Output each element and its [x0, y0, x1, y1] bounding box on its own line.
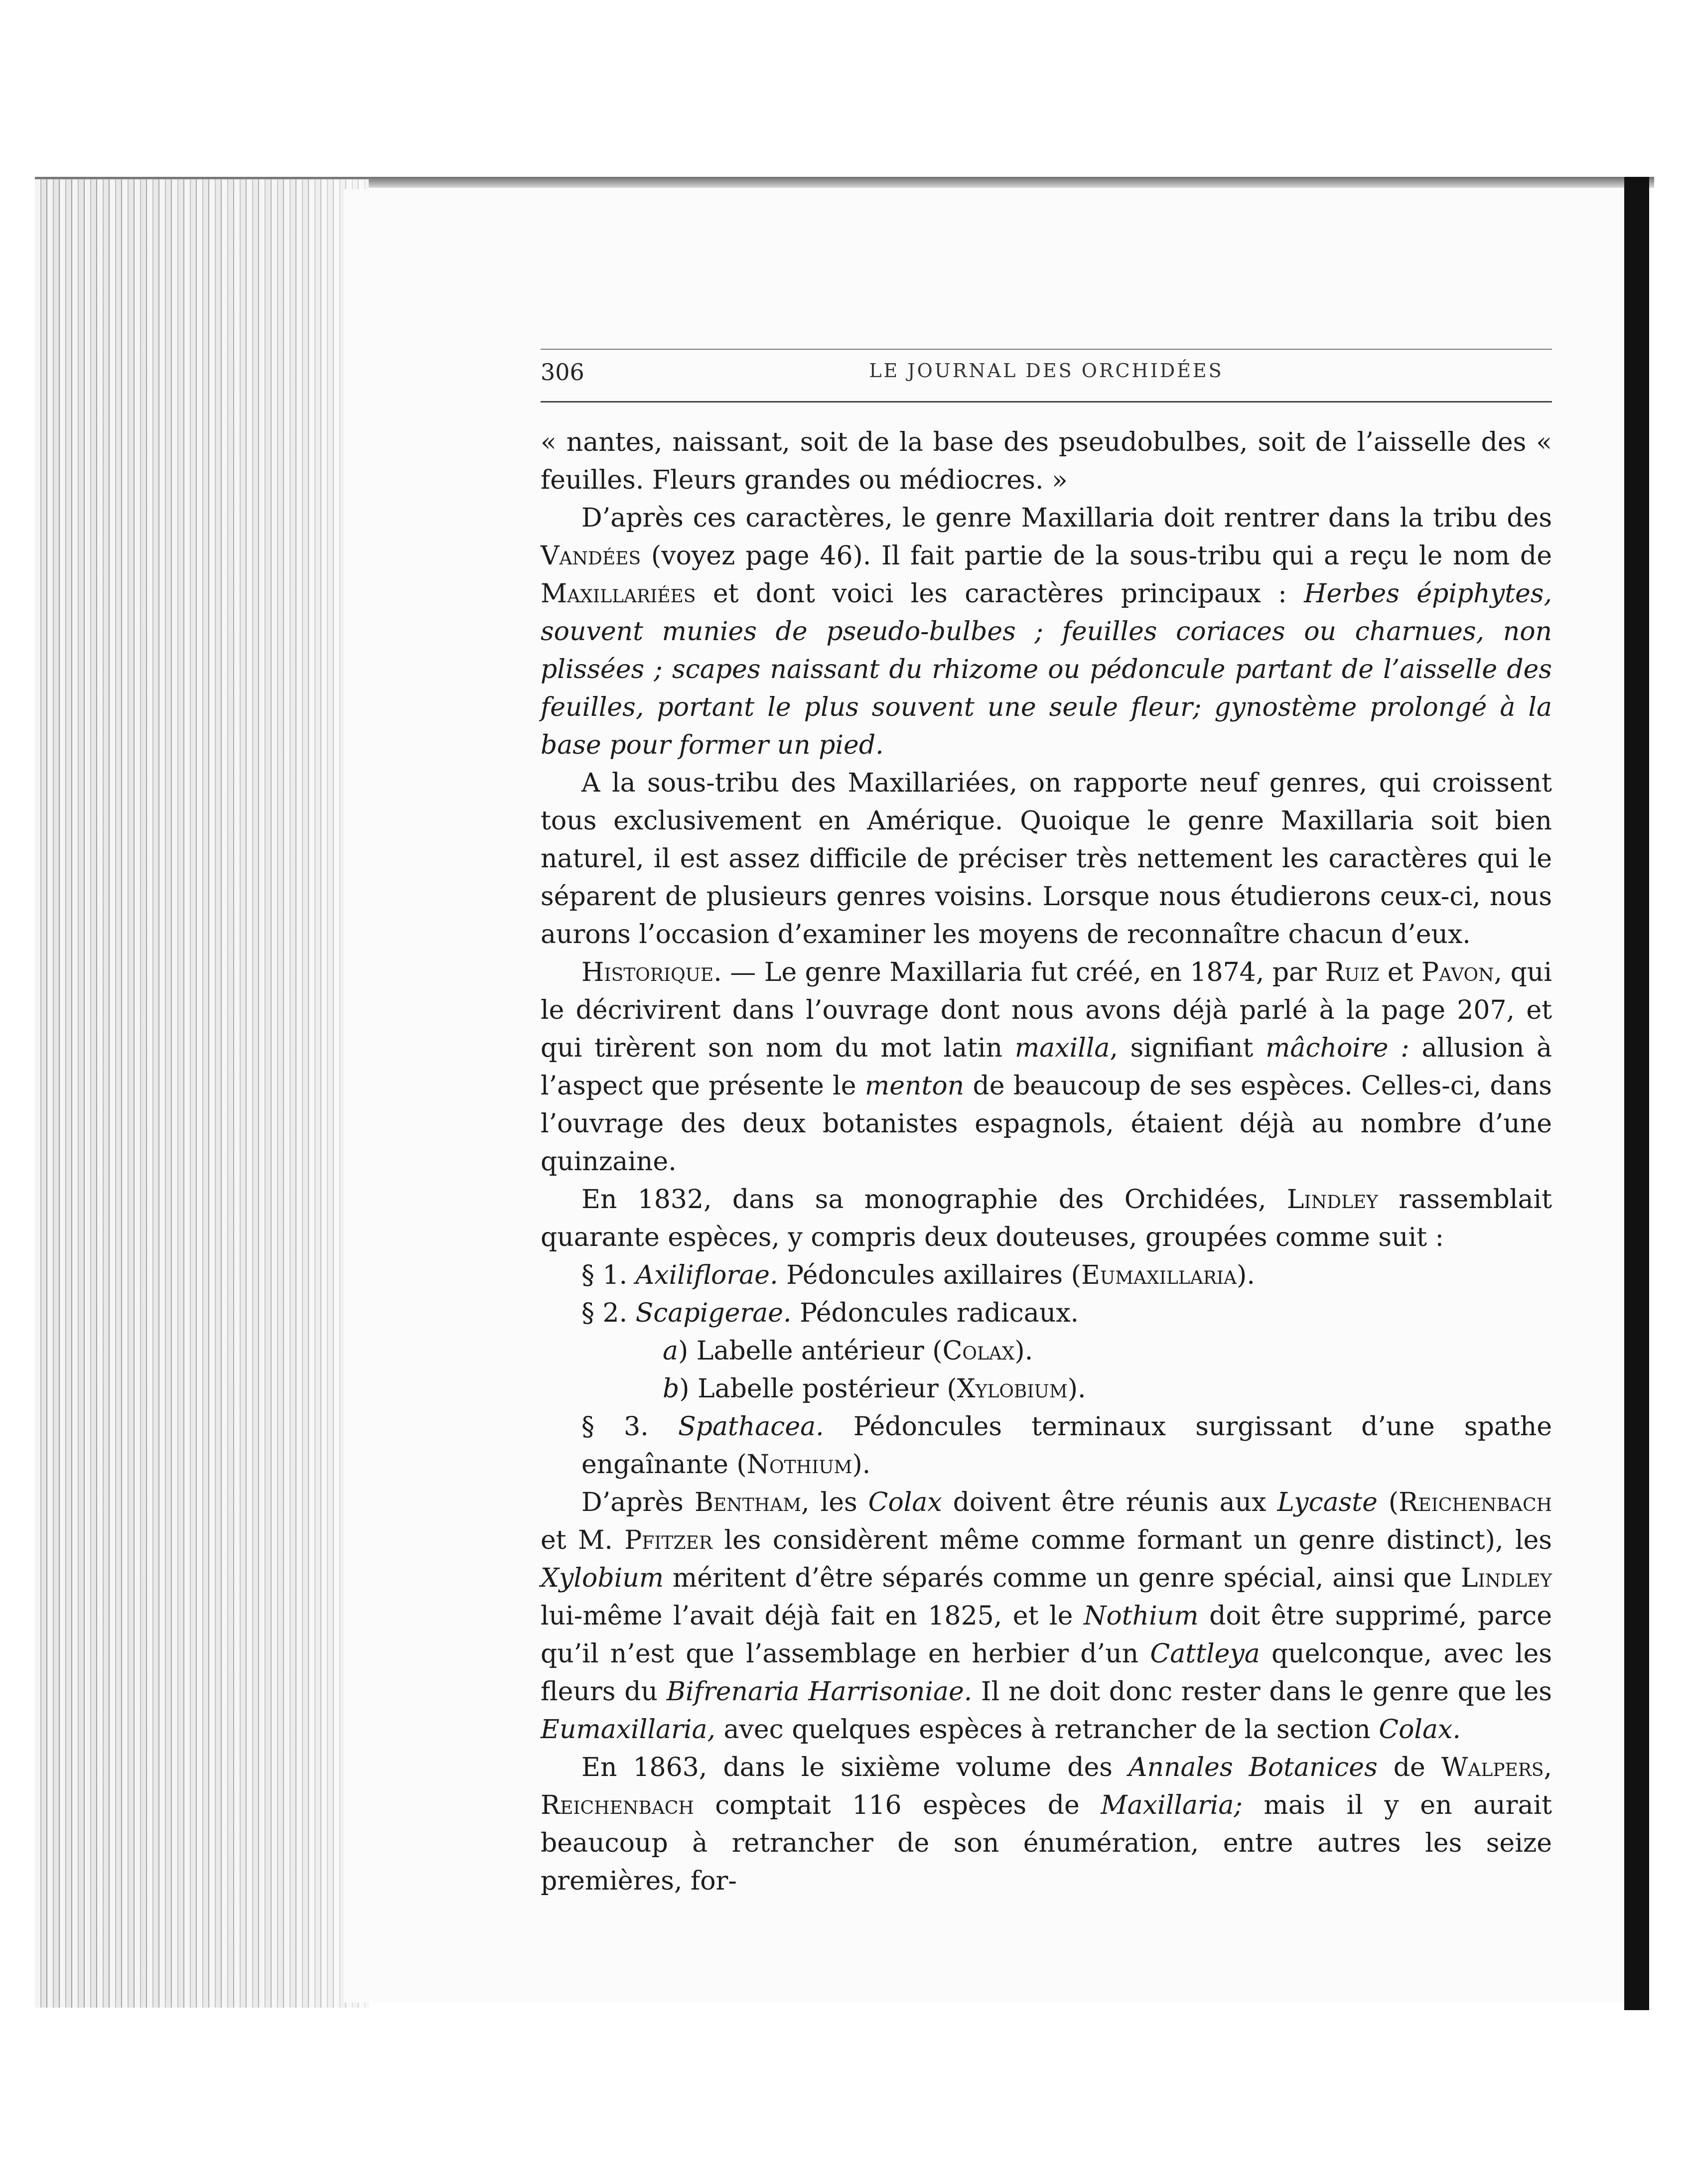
list-item-section-2: § 2. Scapigerae. Pédoncules radicaux.	[581, 1298, 1079, 1328]
page-number: 306	[541, 359, 584, 386]
list-item-section-3: § 3. Spathacea. Pédoncules terminaux surgissant d’une spathe engaînante (Nothium).	[581, 1412, 1552, 1480]
paragraph-bentham: D’après Bentham, les Colax doivent être réunis aux Lycaste (Reichenbach et M. Pfitzer les considèrent même comme formant un genre distinct), les Xylobium méritent d’être séparés comme un genre spécial, ainsi que Lindley lui-même l’avait déjà fait en 1825, et le Nothium doit être supprimé, parce qu’il n’est que l’assemblage en herbier d’un Cattleya quelconque, avec les fleurs du Bifrenaria Harrisoniae. Il ne doit donc rester dans le genre que les Eumaxillaria, avec quelques espèces à retrancher de la section Colax.	[541, 1488, 1552, 1745]
scan-right-edge	[1624, 177, 1649, 2010]
list-subitem-a: a) Labelle antérieur (Colax).	[663, 1336, 1033, 1366]
header-top-rule	[541, 349, 1552, 350]
book-page-edges	[35, 179, 369, 2008]
paragraph-walpers: En 1863, dans le sixième volume des Annales Botanices de Walpers, Reichenbach comptait 116 espèces de Maxillaria; mais il y en aurait beaucoup à retrancher de son énumération, entre autres les seize premières, for-	[541, 1753, 1552, 1896]
list-item-section-1: § 1. Axiliflorae. Pédoncules axillaires (Eumaxillaria).	[581, 1260, 1255, 1290]
header-rule	[541, 401, 1552, 403]
paragraph-quote-end: « nantes, naissant, soit de la base des pseudobulbes, soit de l’aisselle des « feuilles. Fleurs grandes ou médiocres. »	[541, 427, 1552, 495]
paragraph-tribu: D’après ces caractères, le genre Maxillaria doit rentrer dans la tribu des Vandées (voyez page 46). Il fait partie de la sous-tribu qui a reçu le nom de Maxillariées et dont voici les caractères principaux : Herbes épiphytes, souvent munies de pseudo-bulbes ; feuilles coriaces ou charnues, non plissées ; scapes naissant du rhizome ou pédoncule partant de l’aisselle des feuilles, portant le plus souvent une seule fleur; gynostème prolongé à la base pour former un pied.	[541, 503, 1552, 760]
paragraph-sous-tribu: A la sous-tribu des Maxillariées, on rapporte neuf genres, qui croissent tous exclusivement en Amérique. Quoique le genre Maxillaria soit bien naturel, il est assez difficile de préciser très nettement les caractères qui le séparent de plusieurs genres voisins. Lorsque nous étudierons ceux-ci, nous aurons l’occasion d’examiner les moyens de reconnaître chacun d’eux.	[541, 768, 1552, 950]
running-head	[541, 349, 1552, 384]
running-title: LE JOURNAL DES ORCHIDÉES	[869, 360, 1224, 382]
paragraph-historique: Historique. — Le genre Maxillaria fut créé, en 1874, par Ruiz et Pavon, qui le décrivirent dans l’ouvrage dont nous avons déjà parlé à la page 207, et qui tirèrent son nom du mot latin maxilla, signifiant mâchoire : allusion à l’aspect que présente le menton de beaucoup de ses espèces. Celles-ci, dans l’ouvrage des deux botanistes espagnols, étaient déjà au nombre d’une quinzaine.	[541, 957, 1552, 1177]
paragraph-lindley: En 1832, dans sa monographie des Orchidées, Lindley rassemblait quarante espèces, y compris deux douteuses, groupées comme suit :	[541, 1185, 1552, 1252]
body-text	[541, 423, 1552, 1900]
list-subitem-b: b) Labelle postérieur (Xylobium).	[663, 1374, 1086, 1404]
